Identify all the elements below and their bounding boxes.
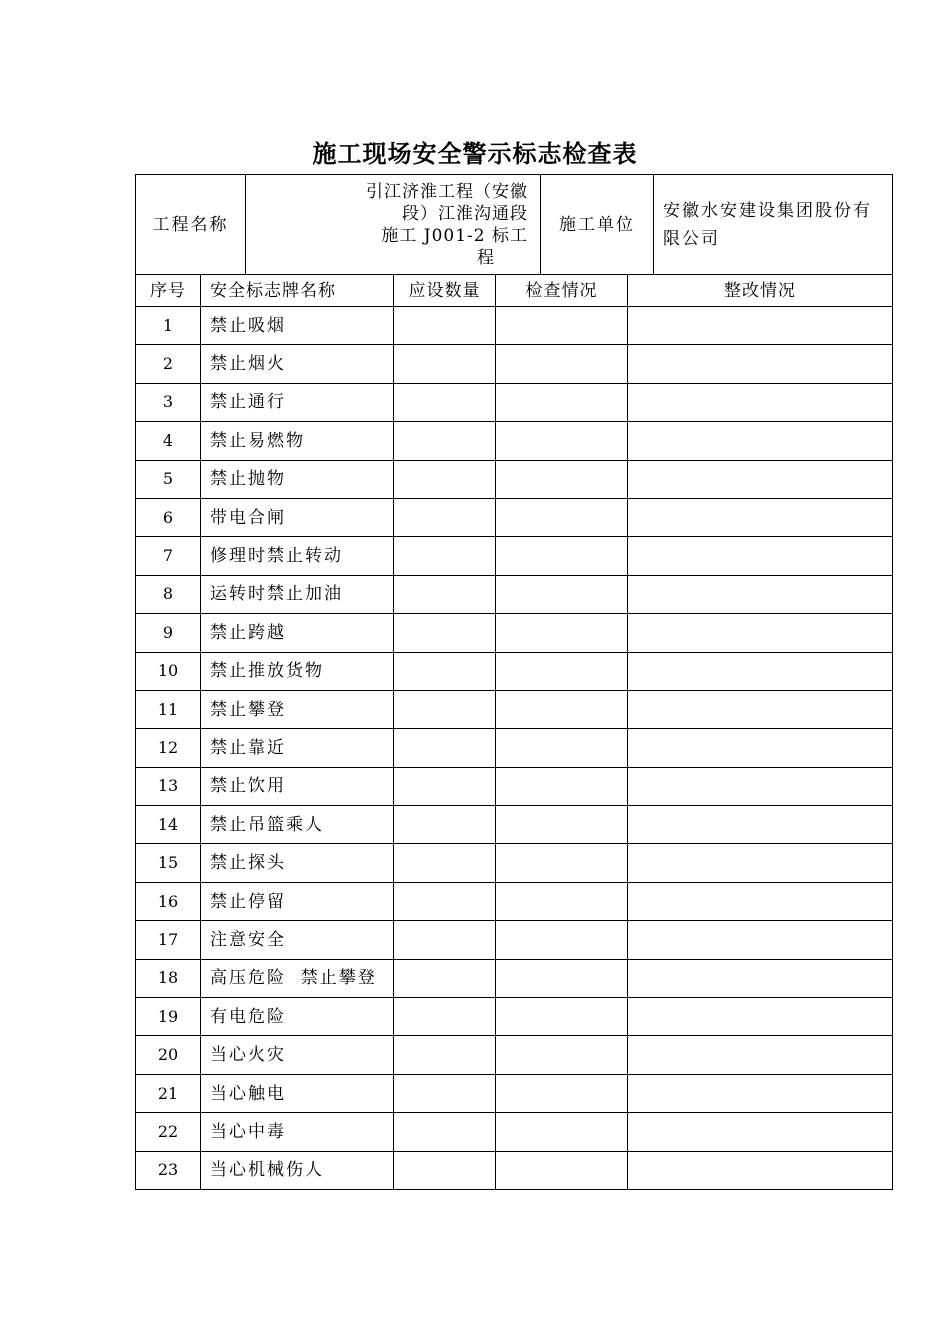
row-number: 9 (136, 614, 201, 652)
table-row (136, 498, 893, 536)
row-sign-name: 禁止通行 (201, 383, 394, 421)
row-number: 13 (136, 767, 201, 805)
row-inspection-cell[interactable] (496, 1151, 628, 1189)
row-sign-name: 当心机械伤人 (201, 1151, 394, 1189)
row-sign-name: 高压危险 禁止攀登 (201, 959, 394, 997)
row-sign-name: 禁止攀登 (201, 690, 394, 728)
row-rectification-cell[interactable] (628, 767, 893, 805)
table-row (136, 614, 893, 652)
project-info-row (136, 175, 893, 275)
row-rectification-cell[interactable] (628, 383, 893, 421)
row-quantity-cell[interactable] (394, 882, 496, 920)
row-sign-name: 当心触电 (201, 1074, 394, 1112)
project-name-line: 施工 J001-2 标工 (381, 225, 528, 246)
construction-unit-line: 限公司 (663, 228, 720, 249)
table-row (136, 767, 893, 805)
row-quantity-cell[interactable] (394, 729, 496, 767)
row-inspection-cell[interactable] (496, 767, 628, 805)
row-number: 4 (136, 422, 201, 460)
row-rectification-cell[interactable] (628, 460, 893, 498)
table-row (136, 537, 893, 575)
row-quantity-cell[interactable] (394, 307, 496, 345)
row-inspection-cell[interactable] (496, 844, 628, 882)
row-number: 2 (136, 345, 201, 383)
document-title: 施工现场安全警示标志检查表 (312, 140, 638, 168)
header-rectification: 整改情况 (628, 275, 893, 307)
row-sign-name: 禁止烟火 (201, 345, 394, 383)
row-quantity-cell[interactable] (394, 767, 496, 805)
table-row (136, 1151, 893, 1189)
table-row (136, 345, 893, 383)
row-rectification-cell[interactable] (628, 345, 893, 383)
row-quantity-cell[interactable] (394, 422, 496, 460)
row-quantity-cell[interactable] (394, 537, 496, 575)
row-number: 22 (136, 1113, 201, 1151)
row-sign-name: 禁止抛物 (201, 460, 394, 498)
row-inspection-cell[interactable] (496, 345, 628, 383)
table-header-row (136, 275, 893, 307)
row-sign-name: 当心中毒 (201, 1113, 394, 1151)
table-row (136, 844, 893, 882)
row-inspection-cell[interactable] (496, 1036, 628, 1074)
row-quantity-cell[interactable] (394, 652, 496, 690)
row-quantity-cell[interactable] (394, 1151, 496, 1189)
header-inspection: 检查情况 (496, 275, 628, 307)
row-number: 21 (136, 1074, 201, 1112)
table-row (136, 383, 893, 421)
row-sign-name: 注意安全 (201, 921, 394, 959)
row-inspection-cell[interactable] (496, 729, 628, 767)
table-row (136, 460, 893, 498)
row-rectification-cell[interactable] (628, 729, 893, 767)
row-inspection-cell[interactable] (496, 652, 628, 690)
row-inspection-cell[interactable] (496, 460, 628, 498)
row-quantity-cell[interactable] (394, 690, 496, 728)
row-sign-name: 带电合闸 (201, 498, 394, 536)
row-number: 10 (136, 652, 201, 690)
row-inspection-cell[interactable] (496, 422, 628, 460)
header-quantity: 应设数量 (394, 275, 496, 307)
row-inspection-cell[interactable] (496, 307, 628, 345)
row-rectification-cell[interactable] (628, 537, 893, 575)
row-inspection-cell[interactable] (496, 498, 628, 536)
row-sign-name: 禁止吸烟 (201, 307, 394, 345)
row-rectification-cell[interactable] (628, 1036, 893, 1074)
table-row (136, 998, 893, 1036)
table-row (136, 575, 893, 613)
project-name-value (246, 175, 541, 275)
table-row (136, 307, 893, 345)
row-sign-name: 有电危险 (201, 998, 394, 1036)
row-number: 18 (136, 959, 201, 997)
row-sign-name: 禁止停留 (201, 882, 394, 920)
row-rectification-cell[interactable] (628, 882, 893, 920)
row-sign-name: 禁止饮用 (201, 767, 394, 805)
table-row (136, 806, 893, 844)
row-number: 19 (136, 998, 201, 1036)
row-inspection-cell[interactable] (496, 383, 628, 421)
row-rectification-cell[interactable] (628, 998, 893, 1036)
row-quantity-cell[interactable] (394, 460, 496, 498)
row-sign-name: 禁止靠近 (201, 729, 394, 767)
row-quantity-cell[interactable] (394, 1074, 496, 1112)
row-quantity-cell[interactable] (394, 998, 496, 1036)
row-number: 14 (136, 806, 201, 844)
row-sign-name: 修理时禁止转动 (201, 537, 394, 575)
project-name-line: 段）江淮沟通段 (402, 203, 528, 224)
table-row (136, 422, 893, 460)
construction-unit-line: 安徽水安建设集团股份有 (663, 200, 872, 221)
row-rectification-cell[interactable] (628, 921, 893, 959)
row-quantity-cell[interactable] (394, 383, 496, 421)
row-inspection-cell[interactable] (496, 921, 628, 959)
row-rectification-cell[interactable] (628, 614, 893, 652)
row-rectification-cell[interactable] (628, 307, 893, 345)
safety-sign-inspection-table (135, 274, 893, 1190)
row-number: 6 (136, 498, 201, 536)
row-quantity-cell[interactable] (394, 575, 496, 613)
table-row (136, 1036, 893, 1074)
row-inspection-cell[interactable] (496, 690, 628, 728)
row-rectification-cell[interactable] (628, 806, 893, 844)
row-inspection-cell[interactable] (496, 959, 628, 997)
row-rectification-cell[interactable] (628, 690, 893, 728)
project-name-label: 工程名称 (136, 175, 246, 275)
row-rectification-cell[interactable] (628, 575, 893, 613)
row-rectification-cell[interactable] (628, 1151, 893, 1189)
row-quantity-cell[interactable] (394, 345, 496, 383)
header-no: 序号 (136, 275, 201, 307)
table-row (136, 729, 893, 767)
table-row (136, 882, 893, 920)
row-quantity-cell[interactable] (394, 498, 496, 536)
row-sign-name: 禁止吊篮乘人 (201, 806, 394, 844)
row-rectification-cell[interactable] (628, 959, 893, 997)
row-inspection-cell[interactable] (496, 882, 628, 920)
row-number: 5 (136, 460, 201, 498)
table-row (136, 921, 893, 959)
row-inspection-cell[interactable] (496, 537, 628, 575)
row-rectification-cell[interactable] (628, 652, 893, 690)
row-inspection-cell[interactable] (496, 1113, 628, 1151)
project-name-line: 引江济淮工程（安徽 (366, 181, 528, 202)
row-inspection-cell[interactable] (496, 614, 628, 652)
row-quantity-cell[interactable] (394, 844, 496, 882)
row-inspection-cell[interactable] (496, 575, 628, 613)
table-row (136, 1074, 893, 1112)
table-row (136, 1113, 893, 1151)
header-sign-name: 安全标志牌名称 (201, 275, 394, 307)
row-rectification-cell[interactable] (628, 422, 893, 460)
row-number: 1 (136, 307, 201, 345)
row-number: 20 (136, 1036, 201, 1074)
row-rectification-cell[interactable] (628, 1074, 893, 1112)
row-inspection-cell[interactable] (496, 1074, 628, 1112)
row-quantity-cell[interactable] (394, 921, 496, 959)
row-rectification-cell[interactable] (628, 1113, 893, 1151)
row-number: 17 (136, 921, 201, 959)
row-sign-name: 禁止跨越 (201, 614, 394, 652)
row-number: 15 (136, 844, 201, 882)
row-rectification-cell[interactable] (628, 844, 893, 882)
row-number: 8 (136, 575, 201, 613)
row-inspection-cell[interactable] (496, 806, 628, 844)
row-number: 23 (136, 1151, 201, 1189)
project-info-table (135, 174, 893, 275)
construction-unit-label: 施工单位 (541, 175, 654, 275)
row-quantity-cell[interactable] (394, 1113, 496, 1151)
table-row (136, 690, 893, 728)
row-inspection-cell[interactable] (496, 998, 628, 1036)
row-sign-name: 当心火灾 (201, 1036, 394, 1074)
row-sign-name: 禁止探头 (201, 844, 394, 882)
table-body (136, 307, 893, 1190)
construction-unit-value (654, 175, 893, 275)
row-number: 3 (136, 383, 201, 421)
table-row (136, 959, 893, 997)
row-number: 11 (136, 690, 201, 728)
row-number: 16 (136, 882, 201, 920)
row-number: 7 (136, 537, 201, 575)
row-sign-name: 运转时禁止加油 (201, 575, 394, 613)
table-row (136, 652, 893, 690)
row-number: 12 (136, 729, 201, 767)
row-quantity-cell[interactable] (394, 614, 496, 652)
row-sign-name: 禁止推放货物 (201, 652, 394, 690)
row-quantity-cell[interactable] (394, 959, 496, 997)
row-rectification-cell[interactable] (628, 498, 893, 536)
project-name-line: 程 (477, 247, 495, 268)
row-quantity-cell[interactable] (394, 806, 496, 844)
row-quantity-cell[interactable] (394, 1036, 496, 1074)
row-sign-name: 禁止易燃物 (201, 422, 394, 460)
